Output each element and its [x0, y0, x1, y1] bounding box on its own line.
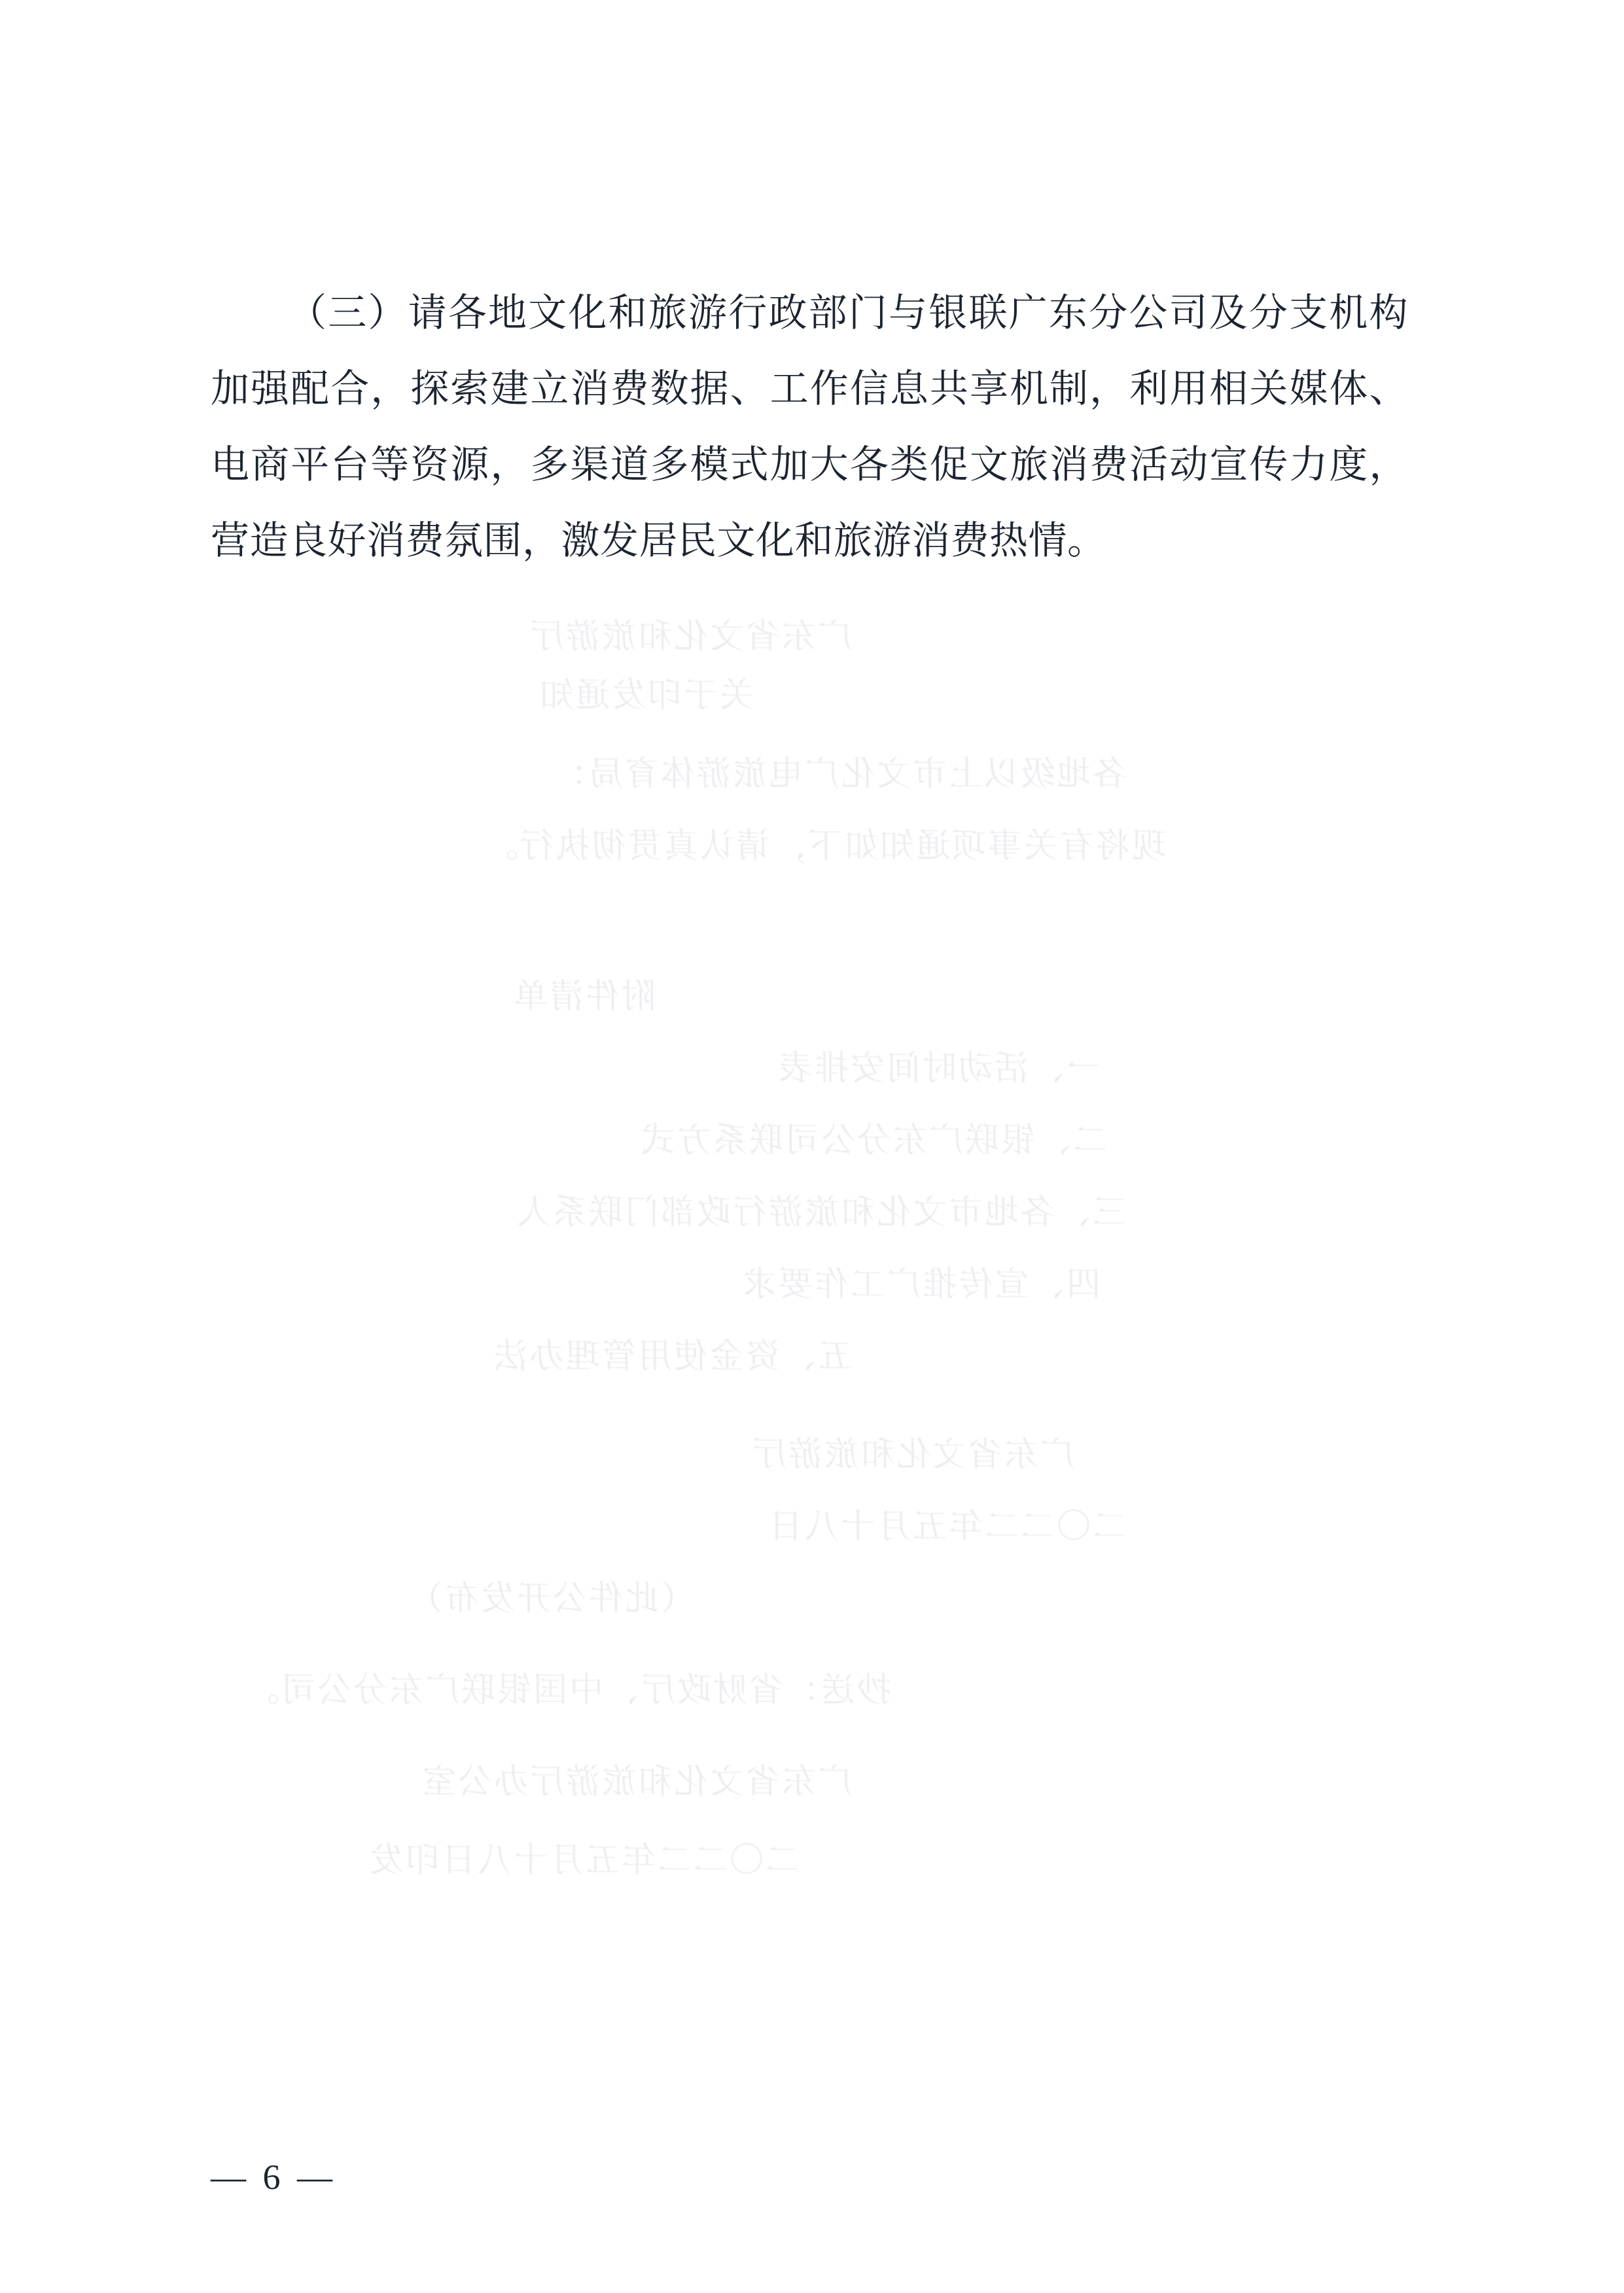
showthrough-line: 二〇二二年五月十八日印发 — [367, 1842, 800, 1879]
showthrough-line: （此件公开发布） — [406, 1580, 695, 1618]
showthrough-line: 四、宣传推广工作要求 — [740, 1266, 1101, 1304]
showthrough-line: 五、资金使用管理办法 — [491, 1338, 852, 1376]
showthrough-line: 广东省文化和旅游厅办公室 — [419, 1764, 852, 1801]
page-number: — 6 — — [211, 2158, 336, 2197]
showthrough-line: 广东省文化和旅游厅 — [527, 618, 852, 656]
showthrough-line: 三、各地市文化和旅游行政部门联系人 — [514, 1194, 1127, 1232]
showthrough-line: 二、银联广东分公司联系方式 — [639, 1122, 1107, 1160]
showthrough-line: 一、活动时间安排表 — [776, 1050, 1101, 1088]
showthrough-line: 二〇二二年五月十八日 — [766, 1508, 1127, 1546]
showthrough-line: 关于印发通知 — [537, 677, 754, 715]
showthrough-line: 抄送：省财政厅、中国银联广东分公司。 — [243, 1672, 891, 1709]
showthrough-line: 附件清单 — [511, 978, 656, 1016]
showthrough-line: 现将有关事项通知如下，请认真贯彻执行。 — [482, 828, 1166, 865]
document-body — [211, 275, 1408, 578]
showthrough-line: 广东省文化和旅游厅 — [750, 1436, 1074, 1474]
showthrough-line: 各地级以上市文化广电旅游体育局： — [550, 756, 1127, 793]
body-paragraph: （三）请各地文化和旅游行政部门与银联广东分公司及分支机构加强配合，探索建立消费数据、工作信息共享机制，利用相关媒体、电商平台等资源，多渠道多模式加大各类促文旅消费活动宣传力度，营造良好消费氛围，激发居民文化和旅游消费热情。 — [211, 291, 1408, 562]
